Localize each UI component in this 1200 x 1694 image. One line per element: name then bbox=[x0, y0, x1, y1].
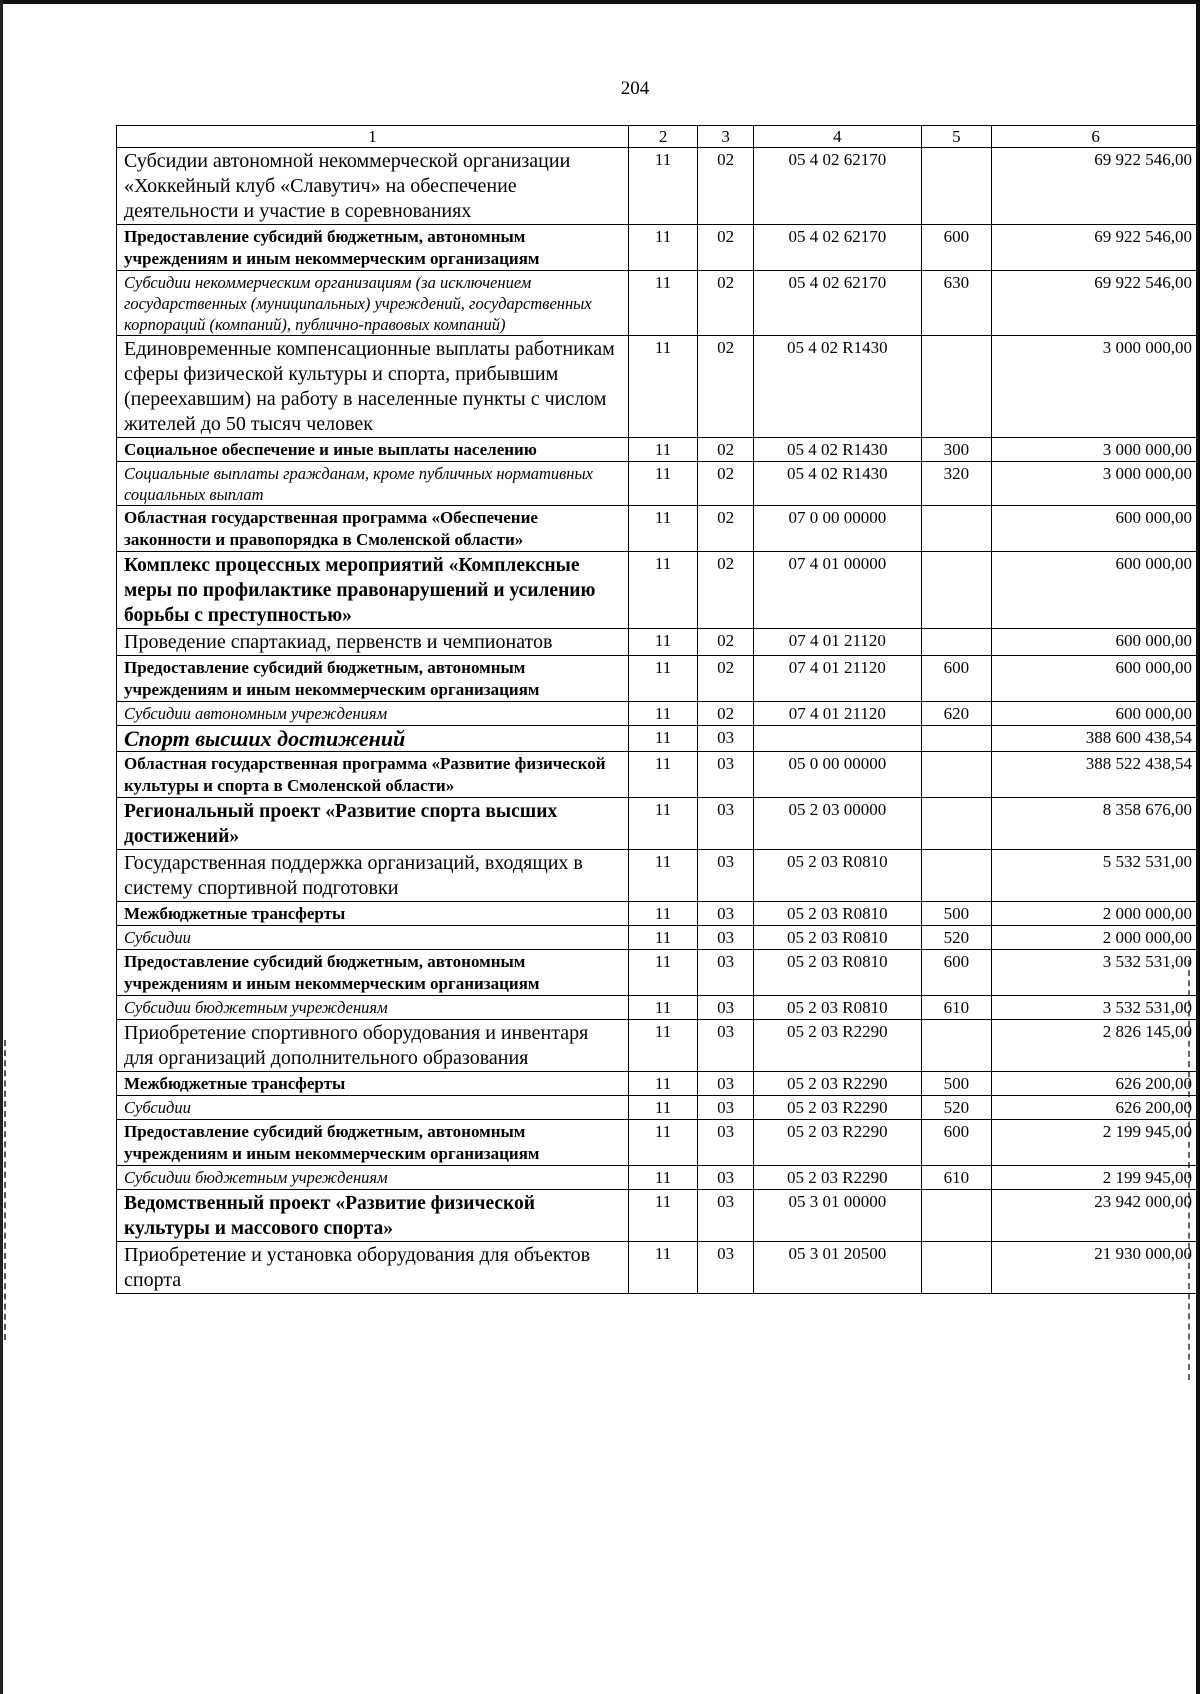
subsection-code-cell: 02 bbox=[698, 438, 754, 462]
section-code-cell: 11 bbox=[629, 438, 698, 462]
subsection-code-cell: 03 bbox=[698, 850, 754, 902]
subsection-code-cell: 03 bbox=[698, 996, 754, 1020]
target-article-cell: 07 4 01 00000 bbox=[753, 552, 921, 629]
section-code-cell: 11 bbox=[629, 225, 698, 271]
amount-cell: 69 922 546,00 bbox=[992, 148, 1200, 225]
target-article-cell: 05 4 02 R1430 bbox=[753, 336, 921, 438]
row-name-cell: Приобретение спортивного оборудования и инвентаря для организаций дополнительного образования bbox=[117, 1020, 629, 1072]
expense-type-cell: 600 bbox=[921, 950, 992, 996]
table-row bbox=[117, 902, 1200, 926]
section-code-cell: 11 bbox=[629, 1166, 698, 1190]
target-article-cell: 07 4 01 21120 bbox=[753, 629, 921, 656]
table-row bbox=[117, 752, 1200, 798]
table-row bbox=[117, 726, 1200, 752]
subsection-code-cell: 03 bbox=[698, 902, 754, 926]
row-name-cell: Субсидии bbox=[117, 1096, 629, 1120]
expense-type-cell: 500 bbox=[921, 902, 992, 926]
amount-cell: 23 942 000,00 bbox=[992, 1190, 1200, 1242]
amount-cell: 600 000,00 bbox=[992, 702, 1200, 726]
section-code-cell: 11 bbox=[629, 148, 698, 225]
page-number: 204 bbox=[620, 78, 650, 99]
expense-type-cell: 600 bbox=[921, 225, 992, 271]
target-article-cell: 05 2 03 R0810 bbox=[753, 950, 921, 996]
section-code-cell: 11 bbox=[629, 798, 698, 850]
amount-cell: 600 000,00 bbox=[992, 629, 1200, 656]
table-row bbox=[117, 629, 1200, 656]
expense-type-cell bbox=[921, 336, 992, 438]
expense-type-cell: 600 bbox=[921, 656, 992, 702]
amount-cell: 3 000 000,00 bbox=[992, 438, 1200, 462]
row-name-cell: Единовременные компенсационные выплаты работникам сферы физической культуры и спорта, прибывшим (переехавшим) на работу в населенные пункты с числом жителей до 50 тысяч человек bbox=[117, 336, 629, 438]
row-name-cell: Ведомственный проект «Развитие физической культуры и массового спорта» bbox=[117, 1190, 629, 1242]
table-row bbox=[117, 438, 1200, 462]
subsection-code-cell: 03 bbox=[698, 1072, 754, 1096]
row-name-cell: Региональный проект «Развитие спорта высших достижений» bbox=[117, 798, 629, 850]
target-article-cell: 05 4 02 62170 bbox=[753, 271, 921, 336]
subsection-code-cell: 02 bbox=[698, 552, 754, 629]
subsection-code-cell: 03 bbox=[698, 1190, 754, 1242]
row-name-cell: Спорт высших достижений bbox=[117, 726, 629, 752]
row-name-cell: Предоставление субсидий бюджетным, автономным учреждениям и иным некоммерческим организациям bbox=[117, 656, 629, 702]
amount-cell: 600 000,00 bbox=[992, 552, 1200, 629]
subsection-code-cell: 02 bbox=[698, 225, 754, 271]
table-row bbox=[117, 336, 1200, 438]
section-code-cell: 11 bbox=[629, 1096, 698, 1120]
target-article-cell: 05 2 03 R0810 bbox=[753, 996, 921, 1020]
section-code-cell: 11 bbox=[629, 1190, 698, 1242]
table-row bbox=[117, 1166, 1200, 1190]
section-code-cell: 11 bbox=[629, 752, 698, 798]
table-row bbox=[117, 462, 1200, 506]
expense-type-cell: 610 bbox=[921, 1166, 992, 1190]
header-cell: 6 bbox=[992, 126, 1200, 148]
amount-cell: 69 922 546,00 bbox=[992, 225, 1200, 271]
subsection-code-cell: 03 bbox=[698, 1096, 754, 1120]
subsection-code-cell: 03 bbox=[698, 726, 754, 752]
table-row bbox=[117, 271, 1200, 336]
target-article-cell: 05 4 02 R1430 bbox=[753, 438, 921, 462]
table-row bbox=[117, 656, 1200, 702]
subsection-code-cell: 02 bbox=[698, 702, 754, 726]
table-row bbox=[117, 225, 1200, 271]
table-row bbox=[117, 506, 1200, 552]
scan-border-top bbox=[0, 0, 1200, 4]
target-article-cell: 05 2 03 R0810 bbox=[753, 902, 921, 926]
table-row bbox=[117, 1096, 1200, 1120]
row-name-cell: Предоставление субсидий бюджетным, автономным учреждениям и иным некоммерческим организациям bbox=[117, 225, 629, 271]
table-row bbox=[117, 798, 1200, 850]
section-code-cell: 11 bbox=[629, 656, 698, 702]
table-row bbox=[117, 950, 1200, 996]
section-code-cell: 11 bbox=[629, 336, 698, 438]
subsection-code-cell: 03 bbox=[698, 1020, 754, 1072]
section-code-cell: 11 bbox=[629, 726, 698, 752]
row-name-cell: Субсидии автономным учреждениям bbox=[117, 702, 629, 726]
expense-type-cell: 620 bbox=[921, 702, 992, 726]
section-code-cell: 11 bbox=[629, 850, 698, 902]
amount-cell: 8 358 676,00 bbox=[992, 798, 1200, 850]
target-article-cell: 05 2 03 00000 bbox=[753, 798, 921, 850]
amount-cell: 600 000,00 bbox=[992, 506, 1200, 552]
amount-cell: 2 000 000,00 bbox=[992, 926, 1200, 950]
table-row bbox=[117, 926, 1200, 950]
subsection-code-cell: 02 bbox=[698, 462, 754, 506]
table-row bbox=[117, 850, 1200, 902]
subsection-code-cell: 02 bbox=[698, 148, 754, 225]
target-article-cell: 05 4 02 62170 bbox=[753, 225, 921, 271]
section-code-cell: 11 bbox=[629, 950, 698, 996]
amount-cell: 626 200,00 bbox=[992, 1072, 1200, 1096]
subsection-code-cell: 03 bbox=[698, 798, 754, 850]
target-article-cell: 07 4 01 21120 bbox=[753, 656, 921, 702]
table-row bbox=[117, 552, 1200, 629]
budget-table bbox=[116, 125, 1200, 1294]
section-code-cell: 11 bbox=[629, 1020, 698, 1072]
section-code-cell: 11 bbox=[629, 552, 698, 629]
section-code-cell: 11 bbox=[629, 271, 698, 336]
amount-cell: 626 200,00 bbox=[992, 1096, 1200, 1120]
section-code-cell: 11 bbox=[629, 629, 698, 656]
header-cell: 1 bbox=[117, 126, 629, 148]
target-article-cell: 05 4 02 R1430 bbox=[753, 462, 921, 506]
row-name-cell: Субсидии бюджетным учреждениям bbox=[117, 1166, 629, 1190]
target-article-cell: 07 0 00 00000 bbox=[753, 506, 921, 552]
table-row bbox=[117, 1020, 1200, 1072]
subsection-code-cell: 03 bbox=[698, 926, 754, 950]
target-article-cell: 05 2 03 R2290 bbox=[753, 1166, 921, 1190]
expense-type-cell bbox=[921, 552, 992, 629]
row-name-cell: Проведение спартакиад, первенств и чемпионатов bbox=[117, 629, 629, 656]
expense-type-cell bbox=[921, 148, 992, 225]
table-row bbox=[117, 996, 1200, 1020]
section-code-cell: 11 bbox=[629, 926, 698, 950]
row-name-cell: Государственная поддержка организаций, входящих в систему спортивной подготовки bbox=[117, 850, 629, 902]
row-name-cell: Субсидии автономной некоммерческой организации «Хоккейный клуб «Славутич» на обеспечение деятельности и участие в соревнованиях bbox=[117, 148, 629, 225]
expense-type-cell bbox=[921, 1020, 992, 1072]
target-article-cell: 05 2 03 R0810 bbox=[753, 926, 921, 950]
row-name-cell: Межбюджетные трансферты bbox=[117, 1072, 629, 1096]
expense-type-cell bbox=[921, 850, 992, 902]
subsection-code-cell: 03 bbox=[698, 1242, 754, 1294]
table-row bbox=[117, 1242, 1200, 1294]
amount-cell: 3 000 000,00 bbox=[992, 336, 1200, 438]
subsection-code-cell: 02 bbox=[698, 506, 754, 552]
target-article-cell: 05 2 03 R0810 bbox=[753, 850, 921, 902]
scan-border-left bbox=[0, 0, 3, 1694]
header-cell: 2 bbox=[629, 126, 698, 148]
table-row bbox=[117, 702, 1200, 726]
section-code-cell: 11 bbox=[629, 702, 698, 726]
target-article-cell bbox=[753, 726, 921, 752]
row-name-cell: Субсидии bbox=[117, 926, 629, 950]
expense-type-cell bbox=[921, 629, 992, 656]
section-code-cell: 11 bbox=[629, 462, 698, 506]
expense-type-cell bbox=[921, 1242, 992, 1294]
row-name-cell: Областная государственная программа «Обеспечение законности и правопорядка в Смоленской области» bbox=[117, 506, 629, 552]
expense-type-cell bbox=[921, 1190, 992, 1242]
amount-cell: 388 600 438,54 bbox=[992, 726, 1200, 752]
section-code-cell: 11 bbox=[629, 506, 698, 552]
target-article-cell: 05 2 03 R2290 bbox=[753, 1096, 921, 1120]
amount-cell: 600 000,00 bbox=[992, 656, 1200, 702]
section-code-cell: 11 bbox=[629, 996, 698, 1020]
header-cell: 3 bbox=[698, 126, 754, 148]
target-article-cell: 05 2 03 R2290 bbox=[753, 1120, 921, 1166]
table-header-row bbox=[117, 126, 1200, 148]
subsection-code-cell: 02 bbox=[698, 629, 754, 656]
row-name-cell: Субсидии некоммерческим организациям (за исключением государственных (муниципальных) учреждений, государственных корпораций (компаний), публично-правовых компаний) bbox=[117, 271, 629, 336]
expense-type-cell bbox=[921, 752, 992, 798]
amount-cell: 3 000 000,00 bbox=[992, 462, 1200, 506]
subsection-code-cell: 03 bbox=[698, 950, 754, 996]
amount-cell: 2 199 945,00 bbox=[992, 1166, 1200, 1190]
target-article-cell: 05 2 03 R2290 bbox=[753, 1020, 921, 1072]
expense-type-cell: 600 bbox=[921, 1120, 992, 1166]
expense-type-cell: 630 bbox=[921, 271, 992, 336]
expense-type-cell bbox=[921, 506, 992, 552]
expense-type-cell bbox=[921, 798, 992, 850]
amount-cell: 21 930 000,00 bbox=[992, 1242, 1200, 1294]
amount-cell: 3 532 531,00 bbox=[992, 996, 1200, 1020]
row-name-cell: Приобретение и установка оборудования для объектов спорта bbox=[117, 1242, 629, 1294]
target-article-cell: 05 3 01 00000 bbox=[753, 1190, 921, 1242]
expense-type-cell: 500 bbox=[921, 1072, 992, 1096]
amount-cell: 388 522 438,54 bbox=[992, 752, 1200, 798]
subsection-code-cell: 03 bbox=[698, 752, 754, 798]
expense-type-cell: 320 bbox=[921, 462, 992, 506]
table-row bbox=[117, 1072, 1200, 1096]
scan-artifact-left bbox=[4, 1040, 6, 1340]
row-name-cell: Предоставление субсидий бюджетным, автономным учреждениям и иным некоммерческим организациям bbox=[117, 1120, 629, 1166]
target-article-cell: 05 2 03 R2290 bbox=[753, 1072, 921, 1096]
subsection-code-cell: 02 bbox=[698, 336, 754, 438]
row-name-cell: Социальные выплаты гражданам, кроме публичных нормативных социальных выплат bbox=[117, 462, 629, 506]
section-code-cell: 11 bbox=[629, 1242, 698, 1294]
row-name-cell: Областная государственная программа «Развитие физической культуры и спорта в Смоленской области» bbox=[117, 752, 629, 798]
amount-cell: 5 532 531,00 bbox=[992, 850, 1200, 902]
target-article-cell: 05 0 00 00000 bbox=[753, 752, 921, 798]
amount-cell: 2 826 145,00 bbox=[992, 1020, 1200, 1072]
section-code-cell: 11 bbox=[629, 902, 698, 926]
subsection-code-cell: 03 bbox=[698, 1120, 754, 1166]
amount-cell: 2 199 945,00 bbox=[992, 1120, 1200, 1166]
expense-type-cell: 520 bbox=[921, 1096, 992, 1120]
row-name-cell: Комплекс процессных мероприятий «Комплексные меры по профилактике правонарушений и усилению борьбы с преступностью» bbox=[117, 552, 629, 629]
expense-type-cell: 520 bbox=[921, 926, 992, 950]
subsection-code-cell: 02 bbox=[698, 656, 754, 702]
header-cell: 4 bbox=[753, 126, 921, 148]
target-article-cell: 07 4 01 21120 bbox=[753, 702, 921, 726]
section-code-cell: 11 bbox=[629, 1120, 698, 1166]
table-row bbox=[117, 1190, 1200, 1242]
row-name-cell: Предоставление субсидий бюджетным, автономным учреждениям и иным некоммерческим организациям bbox=[117, 950, 629, 996]
expense-type-cell: 610 bbox=[921, 996, 992, 1020]
amount-cell: 3 532 531,00 bbox=[992, 950, 1200, 996]
section-code-cell: 11 bbox=[629, 1072, 698, 1096]
row-name-cell: Социальное обеспечение и иные выплаты населению bbox=[117, 438, 629, 462]
table-row bbox=[117, 148, 1200, 225]
table-row bbox=[117, 1120, 1200, 1166]
expense-type-cell: 300 bbox=[921, 438, 992, 462]
amount-cell: 2 000 000,00 bbox=[992, 902, 1200, 926]
row-name-cell: Субсидии бюджетным учреждениям bbox=[117, 996, 629, 1020]
target-article-cell: 05 3 01 20500 bbox=[753, 1242, 921, 1294]
amount-cell: 69 922 546,00 bbox=[992, 271, 1200, 336]
header-cell: 5 bbox=[921, 126, 992, 148]
target-article-cell: 05 4 02 62170 bbox=[753, 148, 921, 225]
row-name-cell: Межбюджетные трансферты bbox=[117, 902, 629, 926]
expense-type-cell bbox=[921, 726, 992, 752]
budget-table-body bbox=[117, 126, 1200, 1294]
subsection-code-cell: 03 bbox=[698, 1166, 754, 1190]
subsection-code-cell: 02 bbox=[698, 271, 754, 336]
